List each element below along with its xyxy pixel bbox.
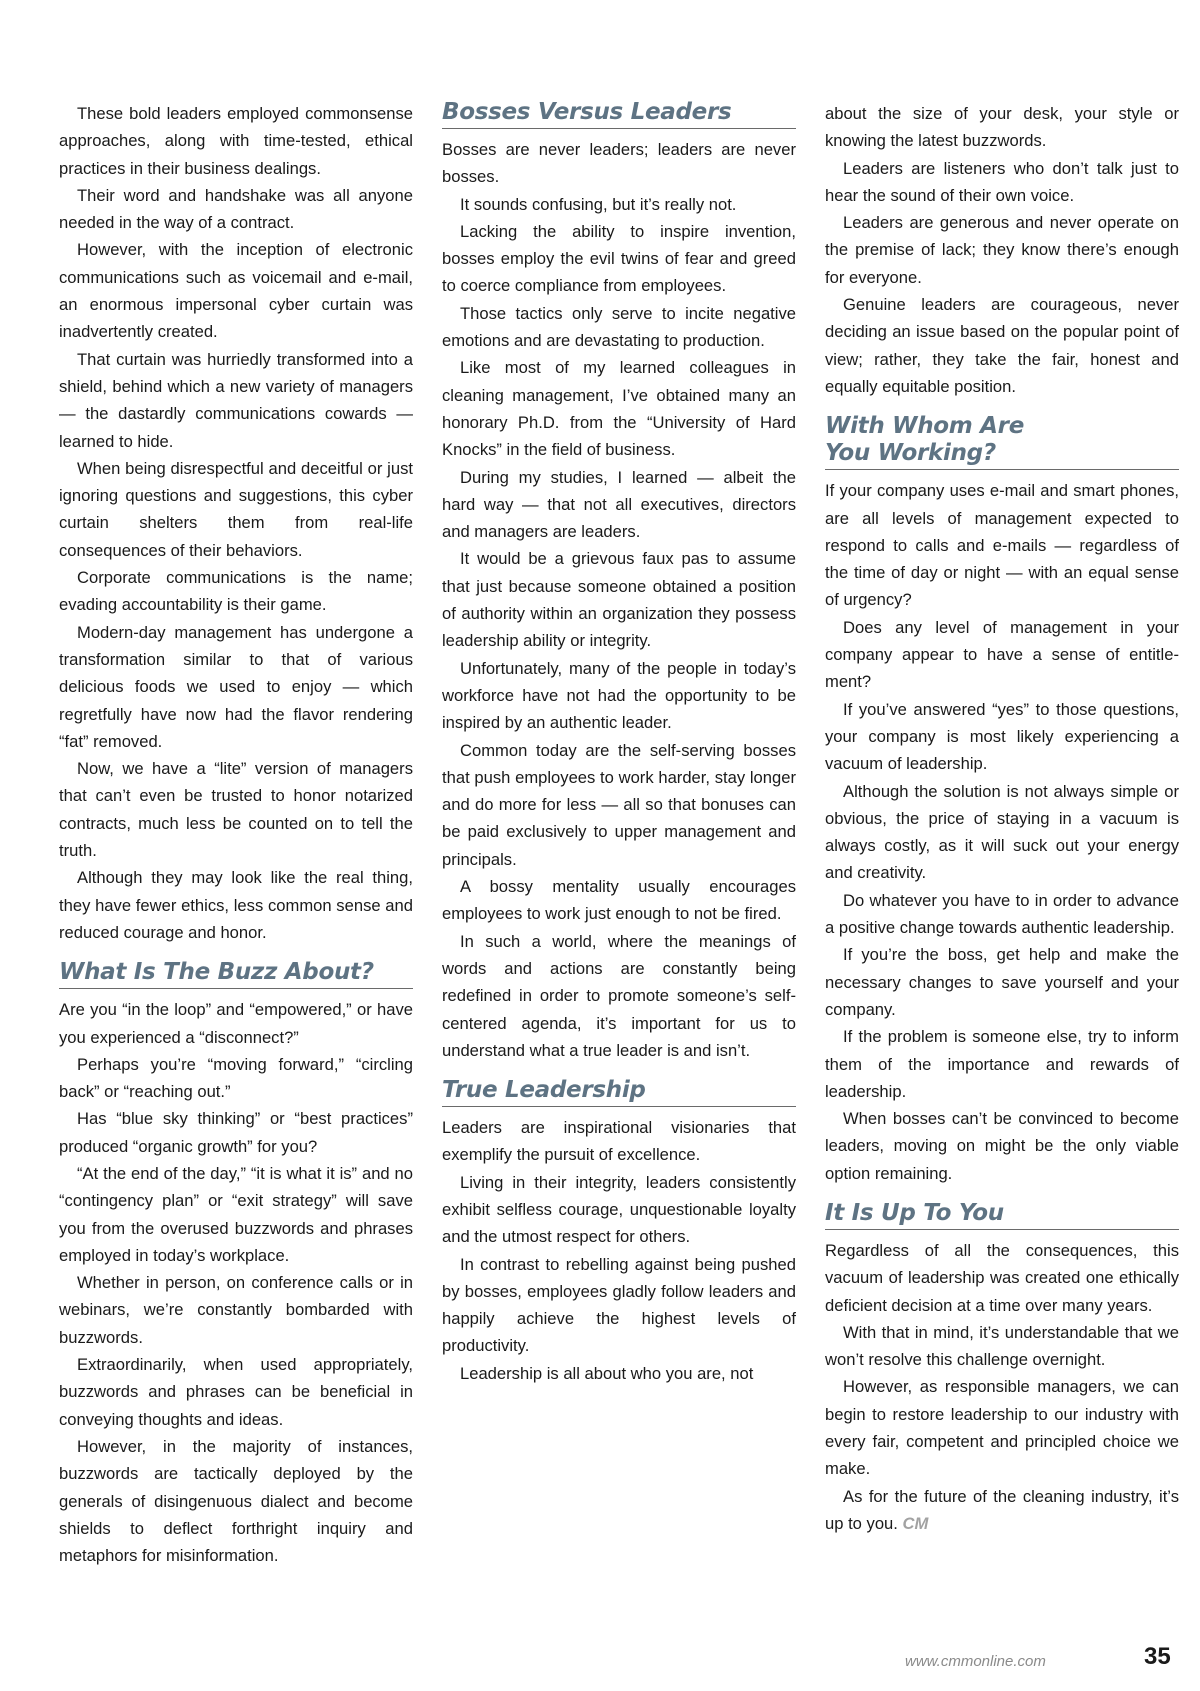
paragraph: If you’ve answered “yes” to those questions, your company is most likely experiencing a vacuum of leadership. xyxy=(825,699,1179,774)
paragraph: about the size of your desk, your style or knowing the latest buzzwords. xyxy=(825,104,1179,151)
paragraph: Their word and handshake was all anyone needed in the way of a contract. xyxy=(59,185,413,233)
end-mark: CM xyxy=(902,1513,929,1533)
paragraph: Like most of my learned colleagues in cleaning management, I’ve obtained many an honorary Ph.D. from the “University of Hard Knocks” in the field of business. xyxy=(442,358,796,460)
paragraph: Corporate communications is the name; evading accountability is their game. xyxy=(59,568,413,615)
paragraph: Bosses are never leaders; leaders are never bosses. xyxy=(442,140,796,187)
paragraph: If you’re the boss, get help and make the necessary changes to save yourself and your company. xyxy=(825,945,1179,1019)
paragraph: Whether in person, on conference calls or in webinars, we’re constantly bombarded with buzzwords. xyxy=(59,1273,413,1347)
paragraph: Leadership is all about who you are, not xyxy=(460,1363,754,1383)
paragraph: Perhaps you’re “moving forward,” “circling back” or “reaching out.” xyxy=(59,1054,413,1102)
column-3 xyxy=(825,100,1179,1537)
page-number: 35 xyxy=(1144,1643,1171,1670)
paragraph: Do whatever you have to in order to advance a positive change towards authentic leadership. xyxy=(825,890,1179,938)
paragraph: Leaders are inspirational visionaries that exemplify the pursuit of excellence. xyxy=(442,1118,796,1165)
paragraph: Living in their integrity, leaders consistently exhibit selfless courage, unquestionable loyalty and the utmost respect for others. xyxy=(442,1172,796,1247)
heading-line: With Whom Are xyxy=(825,413,1024,440)
paragraph: “At the end of the day,” “it is what it is” and no “contingency plan” or “exit strategy” will save you from the overused buzzwords and phrases employed in today’s workplace. xyxy=(59,1163,413,1265)
paragraph: During my studies, I learned — albeit the hard way — that not all executives, directors and managers are leaders. xyxy=(442,467,796,542)
paragraph: Lacking the ability to inspire invention, bosses employ the evil twins of fear and greed to coerce compliance from employees. xyxy=(442,221,796,296)
paragraph: When being disrespectful and deceitful or just ignoring questions and suggestions, this cyber curtain shelters them from real-life consequences of their behaviors. xyxy=(59,458,413,560)
paragraph: In such a world, where the meanings of words and actions are constantly being redefined in order to promote someone’s self-centered agenda, it’s important for us to understand what a true leader is and isn’t. xyxy=(442,931,796,1060)
paragraph-final xyxy=(825,1483,1179,1538)
paragraph: However, with the inception of electronic communications such as voicemail and e-mail, an enormous impersonal cyber curtain was inadvertently created. xyxy=(59,240,413,342)
column-1 xyxy=(59,100,413,1569)
paragraph: Does any level of management in your company appear to have a sense of entitlement? xyxy=(825,617,1179,692)
paragraph: Leaders are generous and never operate on the premise of lack; they know there’s enough for everyone. xyxy=(825,213,1179,287)
column-2 xyxy=(442,100,796,1387)
paragraph: Now, we have a “lite” version of managers that can’t even be trusted to honor notarized contracts, much less be counted on to tell the truth. xyxy=(59,759,413,861)
paragraph: A bossy mentality usually encourages employees to work just enough to not be fired. xyxy=(442,877,796,924)
paragraph: Modern-day management has undergone a transformation similar to that of various delicious foods we used to enjoy — which regretfully have now had the flavor rendering “fat” removed. xyxy=(59,622,413,751)
paragraph: When bosses can’t be convinced to become leaders, moving on might be the only viable option remaining. xyxy=(825,1109,1179,1183)
paragraph: If your company uses e-mail and smart phones, are all levels of management expected to respond to calls and e-mails — regardless of the time of day or night — with an equal sense of urgency? xyxy=(825,481,1179,610)
paragraph: However, in the majority of instances, buzzwords are tactically deployed by the generals of disingenuous dialect and become shields to deflect forthright inquiry and metaphors for misinformation. xyxy=(59,1436,413,1566)
paragraph: Extraordinarily, when used appropriately, buzzwords and phrases can be beneficial in conveying thoughts and ideas. xyxy=(59,1355,413,1429)
final-text: As for the future of the cleaning industry, it’s up to you. xyxy=(825,1486,1179,1533)
paragraph: Although the solution is not always simple or obvious, the price of staying in a vacuum is always costly, as it will suck out your energy and creativity. xyxy=(825,781,1179,883)
section-heading: Bosses Versus Leaders xyxy=(442,99,796,129)
paragraph: If the problem is someone else, try to inform them of the importance and rewards of leadership. xyxy=(825,1027,1179,1101)
paragraph: Regardless of all the consequences, this vacuum of leadership was created one ethically deficient decision at a time over many years. xyxy=(825,1240,1179,1315)
paragraph: It would be a grievous faux pas to assume that just because someone obtained a position of authority within an organization they possess leadership ability or integrity. xyxy=(442,549,796,651)
paragraph: These bold leaders employed commonsense approaches, along with time-tested, ethical practices in their business dealings. xyxy=(59,104,413,178)
paragraph: Has “blue sky thinking” or “best practices” produced “organic growth” for you? xyxy=(59,1109,413,1156)
heading-line: You Working? xyxy=(825,440,996,467)
paragraph: In contrast to rebelling against being pushed by bosses, employees gladly follow leaders and happily achieve the highest levels of productivity. xyxy=(442,1254,796,1356)
section-heading xyxy=(825,413,1179,470)
section-heading: True Leadership xyxy=(442,1077,796,1107)
paragraph: However, as responsible managers, we can begin to restore leadership to our industry with every fair, competent and principled choice we make. xyxy=(825,1377,1179,1479)
paragraph: Those tactics only serve to incite negative emotions and are devastating to production. xyxy=(442,303,796,351)
paragraph: Unfortunately, many of the people in today’s workforce have not had the opportunity to be inspired by an authentic leader. xyxy=(442,658,796,733)
paragraph: Genuine leaders are courageous, never deciding an issue based on the popular point of view; rather, they take the fair, honest and equally equitable position. xyxy=(825,295,1179,396)
paragraph: It sounds confusing, but it’s really not. xyxy=(460,194,737,214)
footer-url: www.cmmonline.com xyxy=(905,1653,1046,1670)
section-heading: What Is The Buzz About? xyxy=(59,959,413,989)
paragraph: With that in mind, it’s understandable that we won’t resolve this challenge overnight. xyxy=(825,1322,1179,1370)
paragraph: That curtain was hurriedly transformed into a shield, behind which a new variety of managers — the dastardly communications cowards — learned to hide. xyxy=(59,349,413,451)
section-heading: It Is Up To You xyxy=(825,1200,1179,1230)
paragraph: Common today are the self-serving bosses that push employees to work harder, stay longer and do more for less — all so that bonuses can be paid exclusively to upper management and principals. xyxy=(442,740,796,869)
paragraph: Although they may look like the real thing, they have fewer ethics, less common sense and reduced courage and honor. xyxy=(59,868,413,942)
paragraph: Leaders are listeners who don’t talk just to hear the sound of their own voice. xyxy=(825,158,1179,205)
paragraph: Are you “in the loop” and “empowered,” or have you experienced a “disconnect?” xyxy=(59,1000,413,1047)
